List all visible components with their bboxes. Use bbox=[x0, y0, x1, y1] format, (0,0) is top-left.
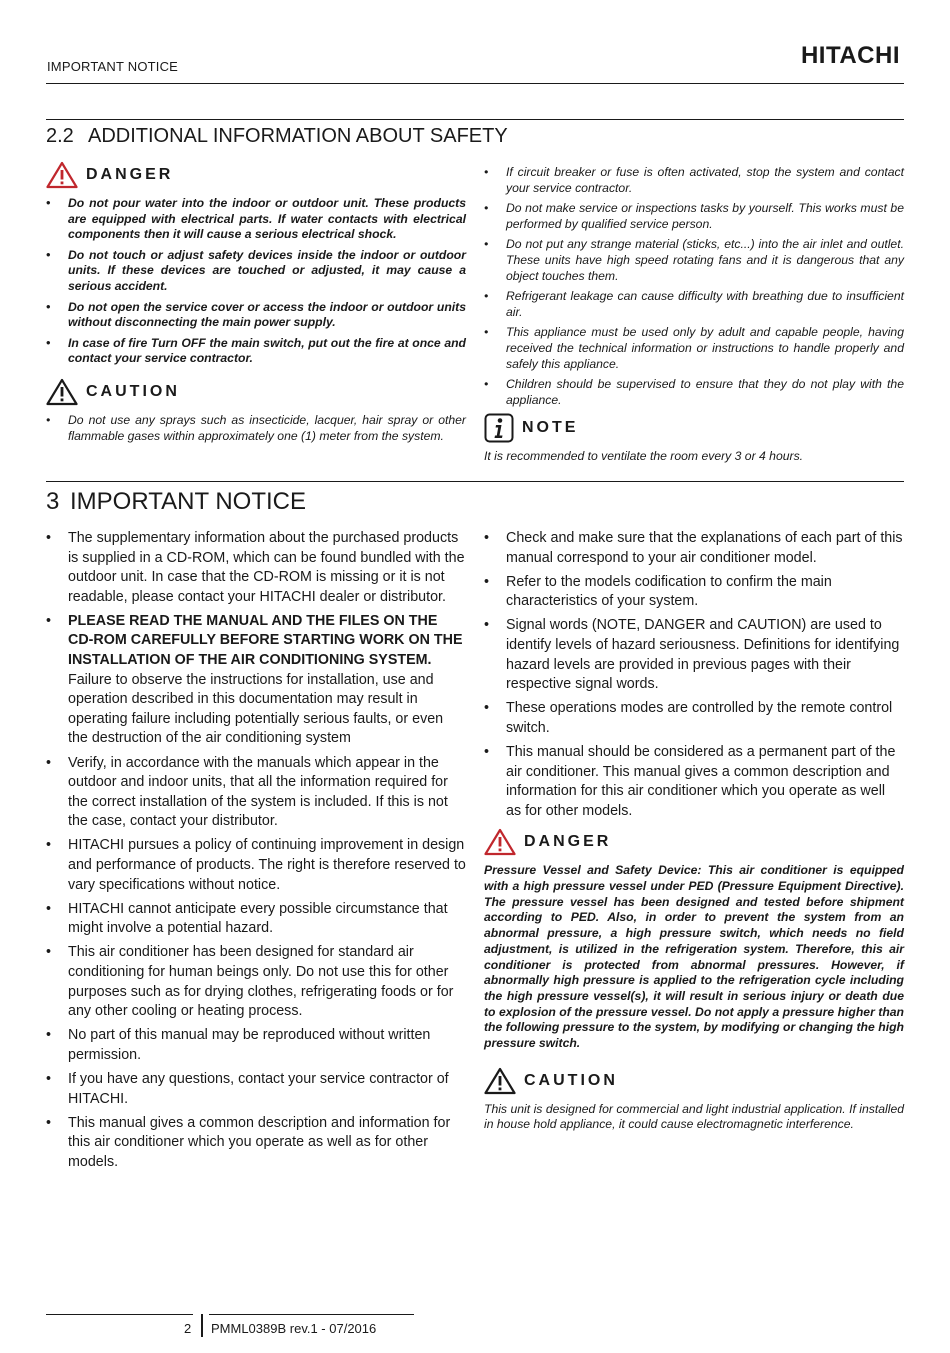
caution-label: CAUTION bbox=[86, 382, 180, 400]
list-item: • The supplementary information about the purchased products is supplied in a CD-ROM, which can be found bundled with the outdoor unit. In case that the CD-ROM is missing or it is not readable, please contact your HITACHI dealer or distributor. bbox=[46, 529, 466, 607]
list-item: • Children should be supervised to ensure that they do not play with the appliance. bbox=[484, 377, 904, 408]
list-item: • Do not open the service cover or access the indoor or outdoor units without disconnecting the main power supply. bbox=[46, 300, 466, 331]
list-item: • Do not use any sprays such as insecticide, lacquer, hair spray or other flammable gases within approximately one (1) meter from the system. bbox=[46, 413, 466, 444]
list-item: • No part of this manual may be reproduced without written permission. bbox=[46, 1026, 466, 1065]
list-item: • This appliance must be used only by adult and capable people, having received the technical information or instructions to handle properly and safely this appliance. bbox=[484, 325, 904, 372]
list-item: • This air conditioner has been designed for standard air conditioning for human beings only. Do not use this for other purposes such as for drying clothes, refrigerating foods or for any other cooling or heating process. bbox=[46, 943, 466, 1021]
section-number: 2.2 bbox=[46, 125, 74, 147]
safety-right-column bbox=[484, 165, 904, 465]
notice-left-list bbox=[46, 529, 466, 1172]
list-item: • Do not put any strange material (sticks, etc...) into the air inlet and outlet. These units have high speed rotating fans and it is dangerous that any object touches them. bbox=[484, 237, 904, 284]
caution-label: CAUTION bbox=[524, 1071, 618, 1089]
caution-warning-icon bbox=[46, 378, 78, 406]
list-item: • Check and make sure that the explanations of each part of this manual correspond to your air conditioner model. bbox=[484, 529, 904, 568]
caution-signal bbox=[46, 377, 466, 407]
danger-text: Pressure Vessel and Safety Device: This air conditioner is equipped with a high pressure vessel under PED (Pressure Equipment Directive). The pressure vessel has been designed and tested before shipment according to PED. Also, in order to prevent the system from an abnormal pressure, a high pressure switch, which needs no field adjustment, is utilized in the refrigeration system. Therefore, this air conditioner is protected from abnormal pressures. However, if abnormally high pressure is applied to the refrigeration cycle including the high pressure vessel(s), it will result in serious injury or death due to explosion of the pressure vessel. Do not apply a pressure higher than the following pressure to the system, by modifying or changing the high pressure switch. bbox=[484, 863, 904, 1051]
notice-left-column bbox=[46, 529, 466, 1177]
list-item: • HITACHI cannot anticipate every possible circumstance that might involve a potential hazard. bbox=[46, 900, 466, 939]
danger-warning-icon bbox=[46, 161, 78, 189]
header-section-label: IMPORTANT NOTICE bbox=[47, 59, 179, 74]
section-rule-top bbox=[46, 119, 904, 120]
safety-right-list bbox=[484, 165, 904, 408]
section-title: IMPORTANT NOTICE bbox=[70, 488, 307, 515]
note-signal bbox=[484, 413, 904, 443]
danger-label: DANGER bbox=[86, 166, 174, 183]
list-item: • If circuit breaker or fuse is often activated, stop the system and contact your service contractor. bbox=[484, 165, 904, 196]
list-item: • Refer to the models codification to confirm the main characteristics of your system. bbox=[484, 573, 904, 612]
list-item: • This manual gives a common description and information for this air conditioner which you operate as well as for other models. bbox=[46, 1114, 466, 1173]
footer-rule-left bbox=[46, 1314, 193, 1315]
list-item: • Refrigerant leakage can cause difficulty with breathing due to insufficient air. bbox=[484, 289, 904, 320]
danger-label: DANGER bbox=[524, 833, 612, 851]
note-label: NOTE bbox=[522, 419, 579, 437]
list-item: • This manual should be considered as a permanent part of the air conditioner. This manual gives a common description and information for this air conditioner which you operate as well as for other models. bbox=[484, 743, 904, 821]
footer-rule-right bbox=[209, 1314, 414, 1315]
caution-warning-icon bbox=[484, 1067, 516, 1095]
list-item: • In case of fire Turn OFF the main switch, put out the fire at once and contact your service contractor. bbox=[46, 336, 466, 367]
info-icon bbox=[484, 413, 514, 443]
list-item: • Verify, in accordance with the manuals which appear in the outdoor and indoor units, that all the information required for the correct installation of the system is included. If this is not the case, contact your distributor. bbox=[46, 754, 466, 832]
list-item-text: Failure to observe the instructions for installation, use and operation described in this documentation may result in operating failure including potentially serious faults, or even the destruction of the air conditioning system bbox=[68, 671, 444, 747]
section-title: ADDITIONAL INFORMATION ABOUT SAFETY bbox=[88, 125, 508, 147]
list-item: • Do not pour water into the indoor or outdoor unit. These products are equipped with electrical parts. If water contacts with electrical components then it will cause a serious electrical shock. bbox=[46, 196, 466, 243]
danger-signal bbox=[46, 160, 466, 190]
list-item: • Do not touch or adjust safety devices inside the indoor or outdoor units. If these devices are touched or adjusted, it may cause a serious accident. bbox=[46, 248, 466, 295]
danger-list bbox=[46, 196, 466, 367]
notice-right-list bbox=[484, 529, 904, 821]
note-text: It is recommended to ventilate the room every 3 or 4 hours. bbox=[484, 449, 804, 464]
brand-logo: HITACHI bbox=[800, 42, 900, 69]
list-item bbox=[46, 612, 466, 749]
footer-divider bbox=[201, 1314, 203, 1337]
list-item: • Do not make service or inspections tasks by yourself. This works must be performed by qualified service person. bbox=[484, 201, 904, 232]
danger-warning-icon bbox=[484, 828, 516, 856]
list-item: • If you have any questions, contact your service contractor of HITACHI. bbox=[46, 1070, 466, 1109]
section-2-2-heading bbox=[46, 125, 508, 148]
caution-list bbox=[46, 413, 466, 444]
header-rule bbox=[46, 83, 904, 84]
emphasis-text: PLEASE READ THE MANUAL AND THE FILES ON THE CD-ROM CAREFULLY BEFORE STARTING WORK ON THE INSTALLATION OF THE AIR CONDITIONING SYSTEM. bbox=[68, 612, 463, 669]
section-3-heading bbox=[46, 488, 306, 516]
caution-text: This unit is designed for commercial and light industrial application. If installed in house hold appliance, it could cause electromagnetic interference. bbox=[484, 1101, 904, 1132]
caution-signal bbox=[484, 1066, 904, 1096]
document-reference: PMML0389B rev.1 - 07/2016 bbox=[211, 1321, 377, 1336]
section-rule-middle bbox=[46, 481, 904, 482]
page-number: 2 bbox=[184, 1321, 192, 1336]
danger-signal bbox=[484, 827, 904, 857]
list-item: • Signal words (NOTE, DANGER and CAUTION) are used to identify levels of hazard seriousness. Definitions for identifying hazard levels are provided in previous pages with their respective signal words. bbox=[484, 616, 904, 694]
section-number: 3 bbox=[46, 488, 60, 515]
list-item: • HITACHI pursues a policy of continuing improvement in design and performance of products. The right is therefore reserved to vary specifications without notice. bbox=[46, 836, 466, 895]
list-item: • These operations modes are controlled by the remote control switch. bbox=[484, 699, 904, 738]
safety-left-column bbox=[46, 160, 466, 449]
notice-right-column bbox=[484, 529, 904, 1133]
